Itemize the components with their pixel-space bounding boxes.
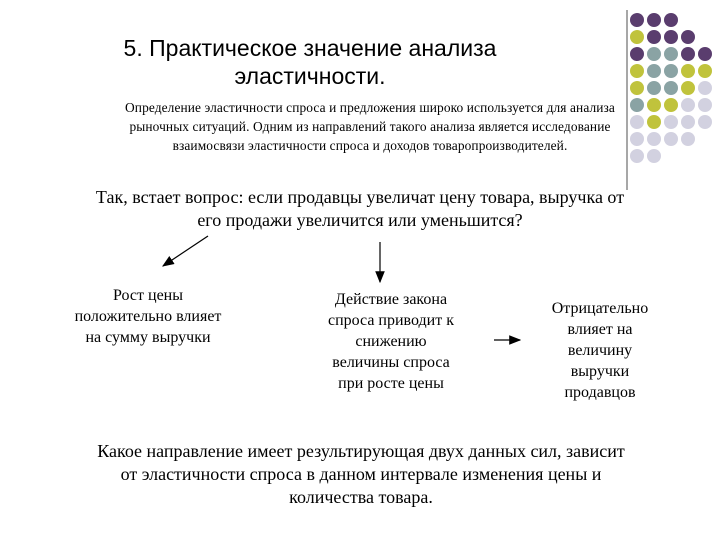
decorative-dot <box>630 30 644 44</box>
right-box-line-4: выручки <box>570 363 630 380</box>
decorative-dot <box>630 81 644 95</box>
center-box-line-2: спроса приводит к <box>327 312 455 329</box>
decorative-dot <box>630 13 644 27</box>
intro-paragraph <box>52 98 688 155</box>
center-text-box <box>298 289 484 394</box>
decorative-dot <box>681 47 695 61</box>
question-line-1: Так, встает вопрос: если продавцы увеличат цену товара, выручка от <box>95 187 625 207</box>
intro-line-2: рыночных ситуаций. Одним из направлений такого анализа является исследование <box>129 119 611 134</box>
decorative-dot <box>647 30 661 44</box>
decorative-dot <box>698 81 712 95</box>
question-paragraph <box>40 186 680 232</box>
decorative-dot <box>698 64 712 78</box>
right-box-line-1: Отрицательно <box>551 300 649 317</box>
intro-line-3: взаимосвязи эластичности спроса и доходов товаропроизводителей. <box>172 138 568 153</box>
center-box-line-1: Действие закона <box>334 291 448 308</box>
left-box-line-1: Рост цены <box>113 287 183 304</box>
question-line-2: его продажи увеличится или уменьшится? <box>197 210 523 230</box>
decorative-dot <box>681 30 695 44</box>
decorative-dot <box>647 47 661 61</box>
decorative-dot <box>681 81 695 95</box>
conclusion-line-1: Какое направление имеет результирующая двух данных сил, зависит <box>97 441 625 461</box>
decorative-dot <box>698 98 712 112</box>
decorative-dot <box>664 64 678 78</box>
right-box-line-3: величину <box>567 342 633 359</box>
decorative-dot <box>698 47 712 61</box>
left-box-line-2: положительно влияет <box>74 308 222 325</box>
left-box-line-3: на сумму выручки <box>85 329 211 346</box>
decorative-dot <box>664 30 678 44</box>
decorative-dot <box>681 64 695 78</box>
decorative-dot <box>698 115 712 129</box>
right-box-line-2: влияет на <box>567 321 633 338</box>
decorative-dot <box>664 81 678 95</box>
decorative-dot <box>630 64 644 78</box>
decorative-dot <box>647 81 661 95</box>
title-line-1: 5. Практическое значение анализа <box>123 35 497 61</box>
title-line-2: эластичности. <box>234 63 386 89</box>
decorative-dot <box>630 47 644 61</box>
decorative-dot <box>647 64 661 78</box>
decorative-dot <box>664 47 678 61</box>
center-box-line-4: величины спроса <box>332 354 450 371</box>
decorative-dot <box>647 13 661 27</box>
decorative-dot <box>664 13 678 27</box>
conclusion-paragraph <box>36 440 686 509</box>
intro-line-1: Определение эластичности спроса и предложения широко используется для анализа <box>125 100 615 115</box>
center-box-line-5: при росте цены <box>338 375 444 392</box>
arrow-to-left-box <box>163 236 208 266</box>
right-box-line-5: продавцов <box>564 384 636 401</box>
left-text-box <box>38 285 258 348</box>
conclusion-line-3: количества товара. <box>289 487 433 507</box>
slide-title <box>90 34 530 90</box>
conclusion-line-2: от эластичности спроса в данном интервале изменения цены и <box>120 464 602 484</box>
right-text-box <box>530 298 670 403</box>
center-box-line-3: снижению <box>355 333 427 350</box>
